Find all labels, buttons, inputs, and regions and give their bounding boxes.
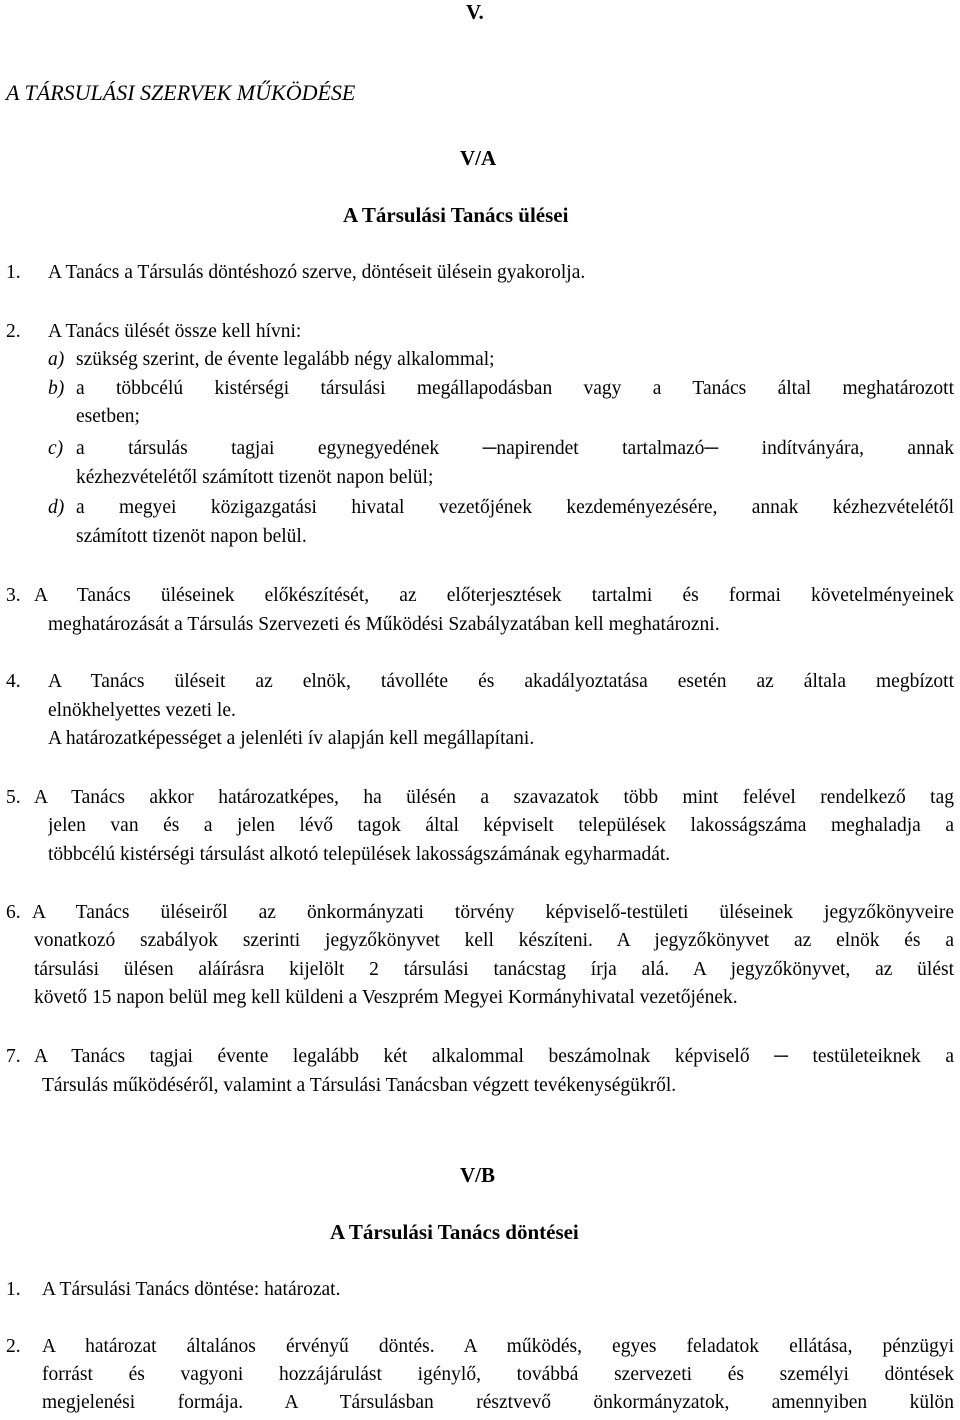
paragraph-text: meghatározását a Társulás Szervezeti és Működési Szabályzatában kell meghatározni. [48,614,720,635]
paragraph-text: A Tanács a Társulás döntéshozó szerve, döntéseit ülésein gyakorolja. [48,262,586,283]
paragraph-text: társulási ülésen aláírásra kijelölt 2 társulási tanácstag írja alá. A jegyzőkönyvet, az ülést [34,959,954,980]
paragraph-text: megjelenési formája. A Társulásban résztvevő önkormányzatok, amennyiben külön [42,1392,954,1413]
paragraph-text: forrást és vagyoni hozzájárulást igénylő, továbbá szervezeti és személyi döntések [42,1364,954,1385]
paragraph-text: Társulás működéséről, valamint a Társulási Tanácsban végzett tevékenységükről. [42,1075,677,1096]
list-item-text: esetben; [76,406,140,427]
para-number: 1. [6,1279,21,1300]
para-number: 4. [6,671,21,692]
list-item-text: a megyei közigazgatási hivatal vezetőjének kezdeményezésére, annak kézhezvételétől [76,497,954,518]
paragraph-text: elnökhelyettes vezeti le. [48,700,236,721]
para-number: 6. [6,902,21,923]
paragraph-text: többcélú kistérségi társulást alkotó települések lakosságszámának egyharmadát. [48,844,671,865]
paragraph-text: A határozat általános érvényű döntés. A működés, egyes feladatok ellátása, pénzügyi [42,1336,954,1357]
para-number: 1. [6,262,21,283]
paragraph-text: A Tanács tagjai évente legalább két alkalommal beszámolnak képviselő ─ testületeiknek a [34,1046,954,1067]
list-label: d) [48,497,65,518]
section-title-a: A Társulási Tanács ülései [343,203,569,227]
paragraph-text: A Tanács akkor határozatképes, ha ülésén a szavazatok több mint felével rendelkező tag [34,787,954,808]
paragraph-text: A Társulási Tanács döntése: határozat. [42,1279,341,1300]
list-item-text: a társulás tagjai egynegyedének ─napirendet tartalmazó─ indítványára, annak [76,438,954,459]
paragraph-text: jelen van és a jelen lévő tagok által képviselt települések lakosságszáma meghaladja a [48,815,954,836]
list-item-text: a többcélú kistérségi társulási megállapodásban vagy a Tanács által meghatározott [76,378,954,399]
para-number: 7. [6,1046,21,1067]
para-number: 3. [6,585,21,606]
para-number: 2. [6,321,21,342]
section-label-b: V/B [460,1163,496,1187]
list-item-text: számított tizenöt napon belül. [76,526,307,547]
list-item-text: szükség szerint, de évente legalább négy alkalommal; [76,349,495,370]
section-title-b: A Társulási Tanács döntései [330,1220,579,1244]
paragraph-text: A Tanács üléseinek előkészítését, az előterjesztések tartalmi és formai követelményeinek [34,585,954,606]
paragraph-text: követő 15 napon belül meg kell küldeni a Veszprém Megyei Kormányhivatal vezetőjének. [34,987,738,1008]
list-item-text: kézhezvételétől számított tizenöt napon belül; [76,467,434,488]
paragraph-intro: A Tanács ülését össze kell hívni: [48,321,302,342]
list-label: b) [48,378,65,399]
paragraph-text: A határozatképességet a jelenléti ív alapján kell megállapítani. [48,728,535,749]
section-label-a: V/A [460,146,497,170]
chapter-number: V. [466,0,484,24]
paragraph-text: A Tanács üléseiről az önkormányzati törvény képviselő-testületi üléseinek jegyzőkönyveire [32,902,954,923]
para-number: 5. [6,787,21,808]
list-label: a) [48,349,65,370]
chapter-title: A TÁRSULÁSI SZERVEK MŰKÖDÉSE [6,80,356,105]
list-label: c) [48,438,64,459]
para-number: 2. [6,1336,21,1357]
paragraph-text: vonatkozó szabályok szerinti jegyzőkönyvet kell készíteni. A jegyzőkönyvet az elnök és a [34,930,954,951]
paragraph-text: A Tanács üléseit az elnök, távolléte és akadályoztatása esetén az általa megbízott [48,671,954,692]
